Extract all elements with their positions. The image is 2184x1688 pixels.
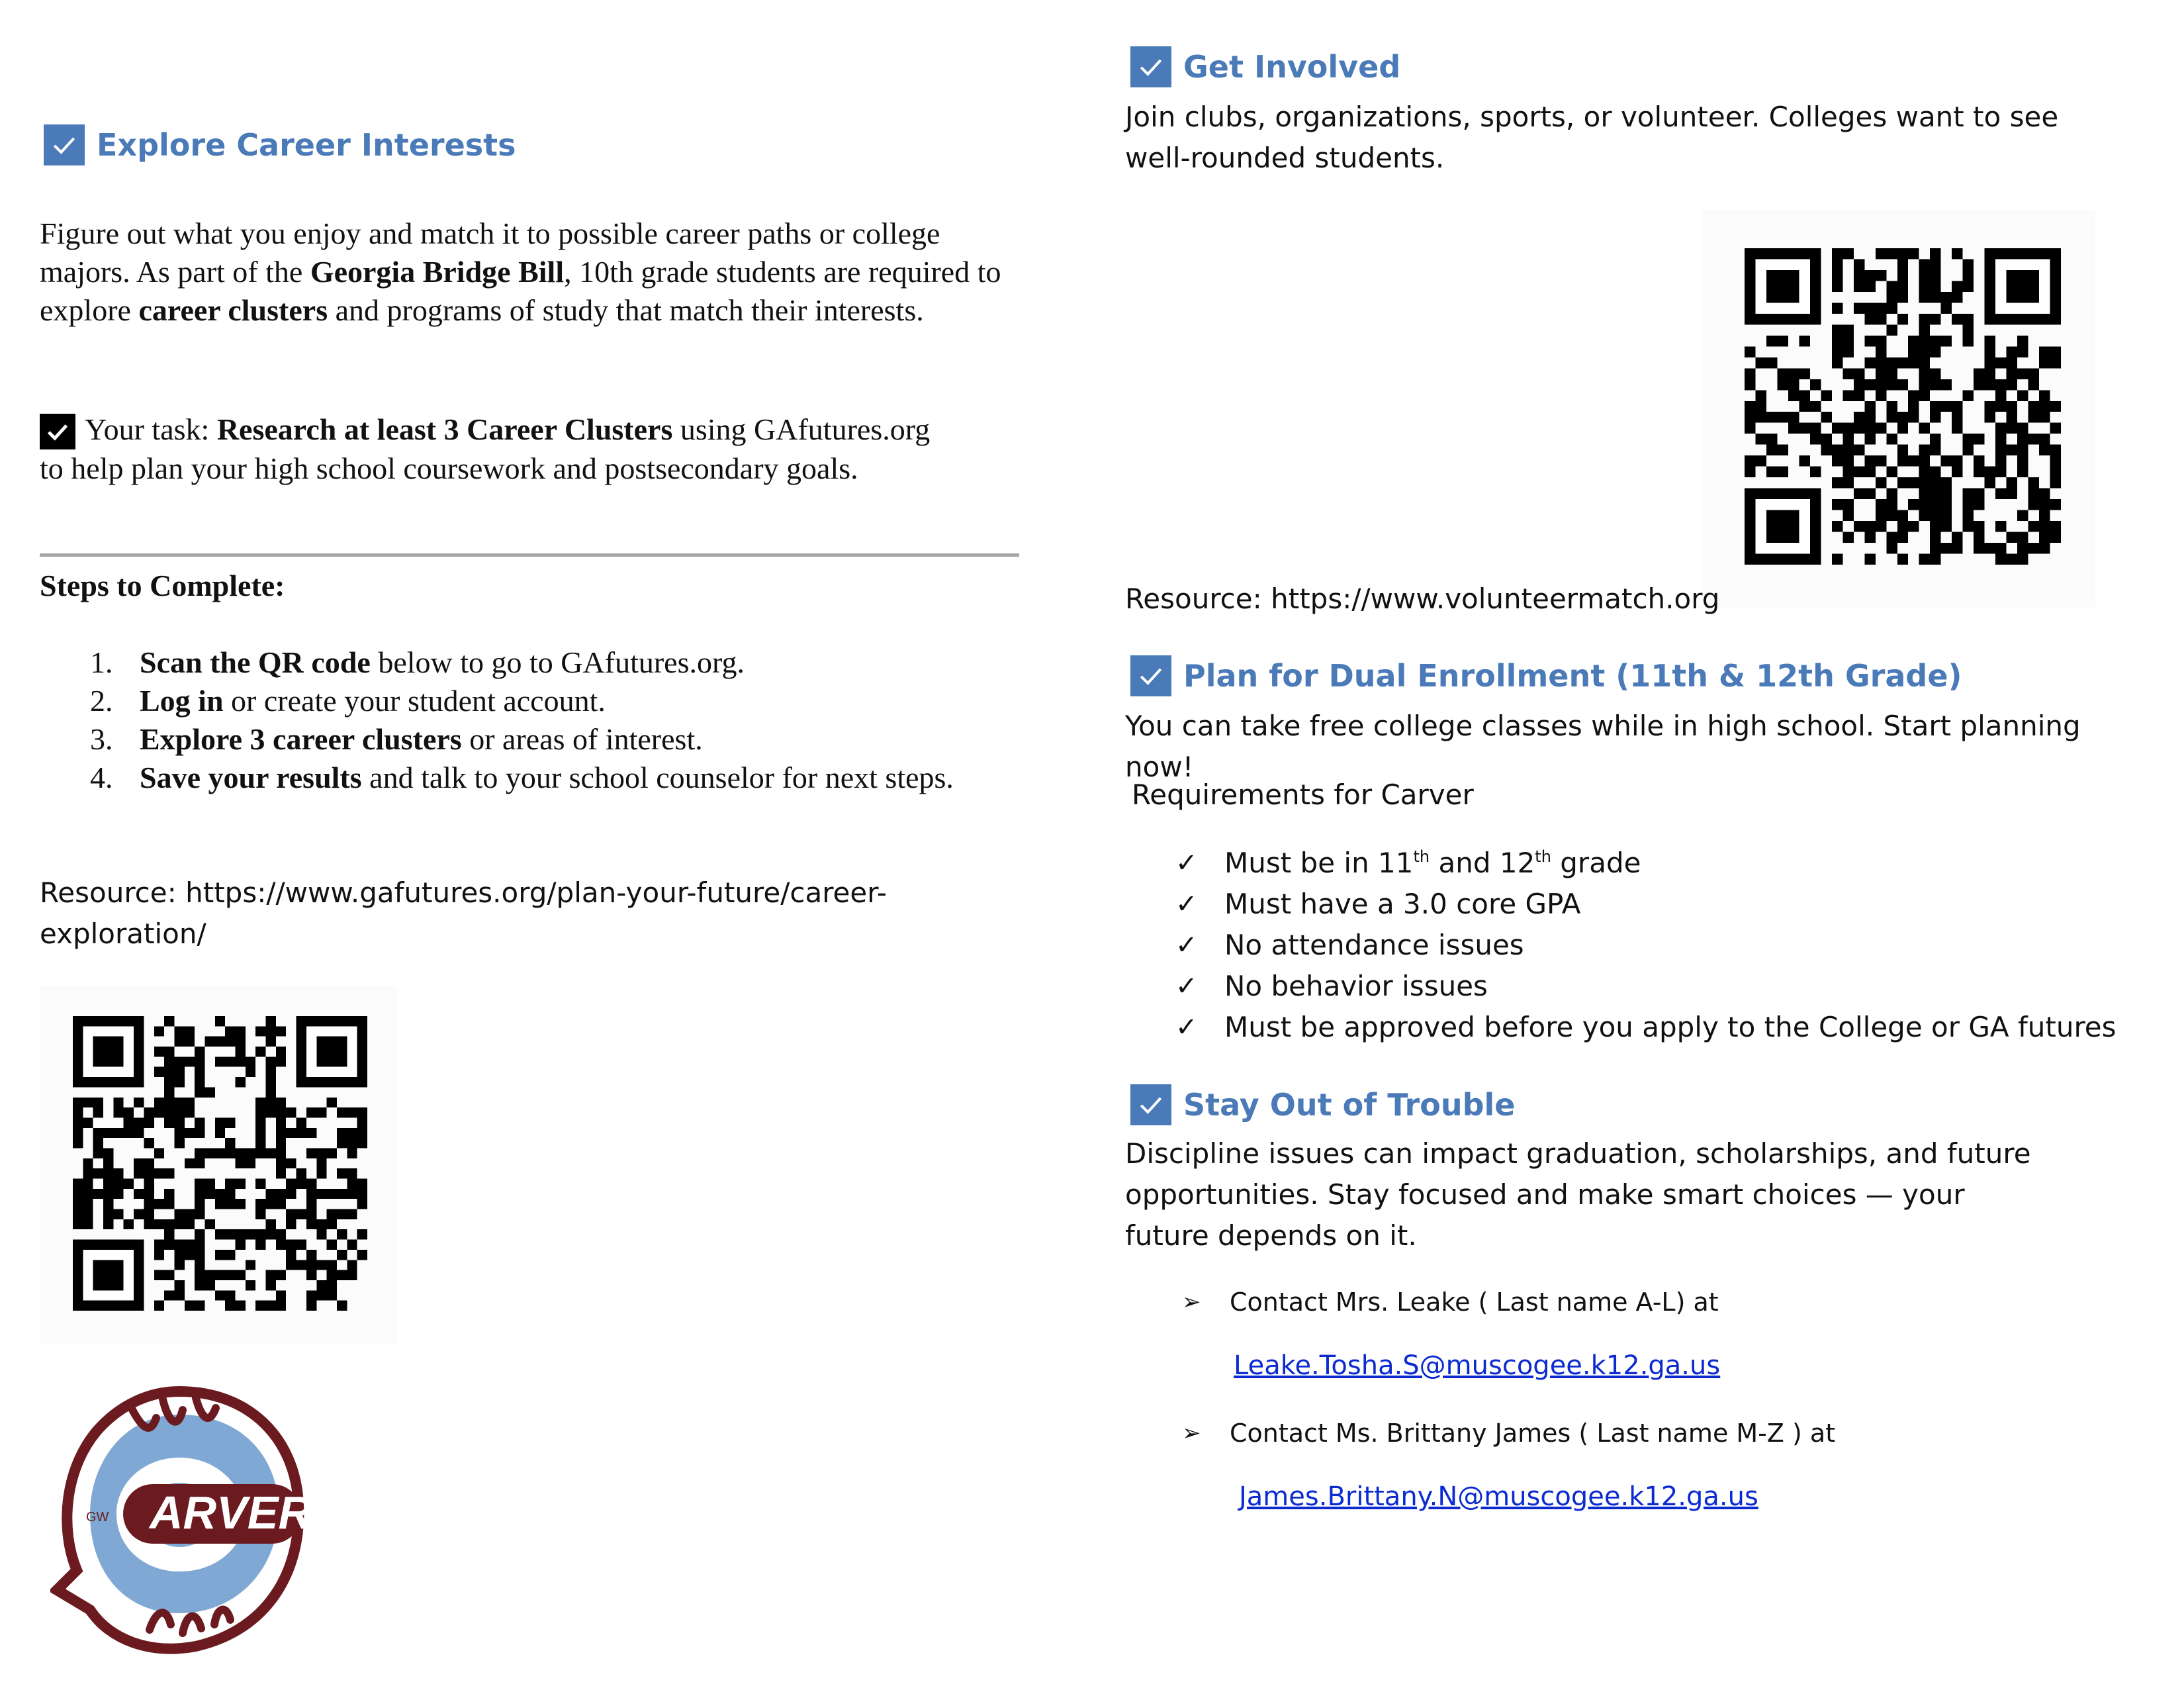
checkbox-checked-icon <box>44 124 85 165</box>
list-item: 1. Scan the QR code below to go to GAfutures.org. <box>90 645 745 679</box>
gafutures-qr-code[interactable] <box>40 986 397 1344</box>
contact-leake: ➢ Contact Mrs. Leake ( Last name A-L) at <box>1182 1286 1719 1319</box>
requirements-list <box>1175 843 2142 1048</box>
contact-james: ➢ Contact Ms. Brittany James ( Last name M-Z ) at <box>1182 1417 1835 1450</box>
checkmark-icon: ✓ <box>1175 1012 1198 1043</box>
list-item: ✓ Must be approved before you apply to the College or GA futures <box>1175 1007 2142 1048</box>
steps-title: Steps to Complete: <box>40 569 285 602</box>
list-item: ✓ Must be in 11th and 12th grade <box>1175 843 2142 884</box>
dual-enrollment-title: Plan for Dual Enrollment (11th & 12th Grade) <box>1183 658 1962 694</box>
list-item: ✓ Must have a 3.0 core GPA <box>1175 884 2142 925</box>
list-item: 4. Save your results and talk to your school counselor for next steps. <box>90 761 954 794</box>
svg-text:ARVER: ARVER <box>150 1487 308 1538</box>
arrow-bullet-icon: ➢ <box>1182 1289 1201 1315</box>
checkbox-checked-icon <box>1130 1084 1171 1125</box>
dual-enrollment-text: You can take free college classes while in high school. Start planning now! <box>1125 710 2081 783</box>
checkmark-icon: ✓ <box>1175 889 1198 919</box>
get-involved-heading <box>1130 46 1400 87</box>
checkmark-icon: ✓ <box>1175 971 1198 1002</box>
task-paragraph: Your task: Research at least 3 Career Clusters using GAfutures.org to help plan your high school coursework and postsecondary goals. <box>40 412 931 485</box>
list-item: 2. Log in or create your student account. <box>90 684 606 718</box>
leake-email-link[interactable]: Leake.Tosha.S@muscogee.k12.ga.us <box>1234 1350 1721 1381</box>
explore-intro: Figure out what you enjoy and match it to possible career paths or college majors. As part of the Georgia Bridge Bill, 10th grade students are required to explore career clusters and programs of study that match their interests. <box>40 216 1001 327</box>
dual-enrollment-heading <box>1130 655 1962 696</box>
checkbox-checked-icon <box>1130 655 1171 696</box>
career-resource[interactable]: Resource: https://www.gafutures.org/plan-your-future/career-exploration/ <box>40 876 887 950</box>
steps-list <box>90 643 1017 797</box>
arrow-bullet-icon: ➢ <box>1182 1420 1201 1446</box>
list-item: ✓ No attendance issues <box>1175 925 2142 966</box>
checkbox-checked-icon <box>1130 46 1171 87</box>
volunteer-resource[interactable]: Resource: https://www.volunteermatch.org <box>1125 583 1720 615</box>
carver-logo <box>50 1378 308 1656</box>
requirements-title: Requirements for Carver <box>1132 778 1474 811</box>
explore-career-title: Explore Career Interests <box>97 127 516 163</box>
checkmark-icon: ✓ <box>1175 848 1198 878</box>
volunteermatch-qr-code[interactable] <box>1702 211 2095 608</box>
list-item: ✓ No behavior issues <box>1175 966 2142 1007</box>
get-involved-text: Join clubs, organizations, sports, or volunteer. Colleges want to see well-rounded students. <box>1125 101 2059 174</box>
stay-out-title: Stay Out of Trouble <box>1183 1087 1516 1123</box>
stay-out-text: Discipline issues can impact graduation, scholarships, and future opportunities. Stay focused and make smart choices — your future depends on it. <box>1125 1137 2031 1252</box>
black-checkbox-icon <box>40 414 75 449</box>
get-involved-title: Get Involved <box>1183 49 1401 85</box>
james-email-link[interactable]: James.Brittany.N@muscogee.k12.ga.us <box>1239 1481 1758 1512</box>
list-item: 3. Explore 3 career clusters or areas of interest. <box>90 722 703 756</box>
explore-career-heading <box>44 124 516 165</box>
stay-out-heading <box>1130 1084 1516 1125</box>
checkmark-icon: ✓ <box>1175 930 1198 961</box>
svg-text:GW: GW <box>86 1510 109 1524</box>
divider <box>40 553 1019 557</box>
